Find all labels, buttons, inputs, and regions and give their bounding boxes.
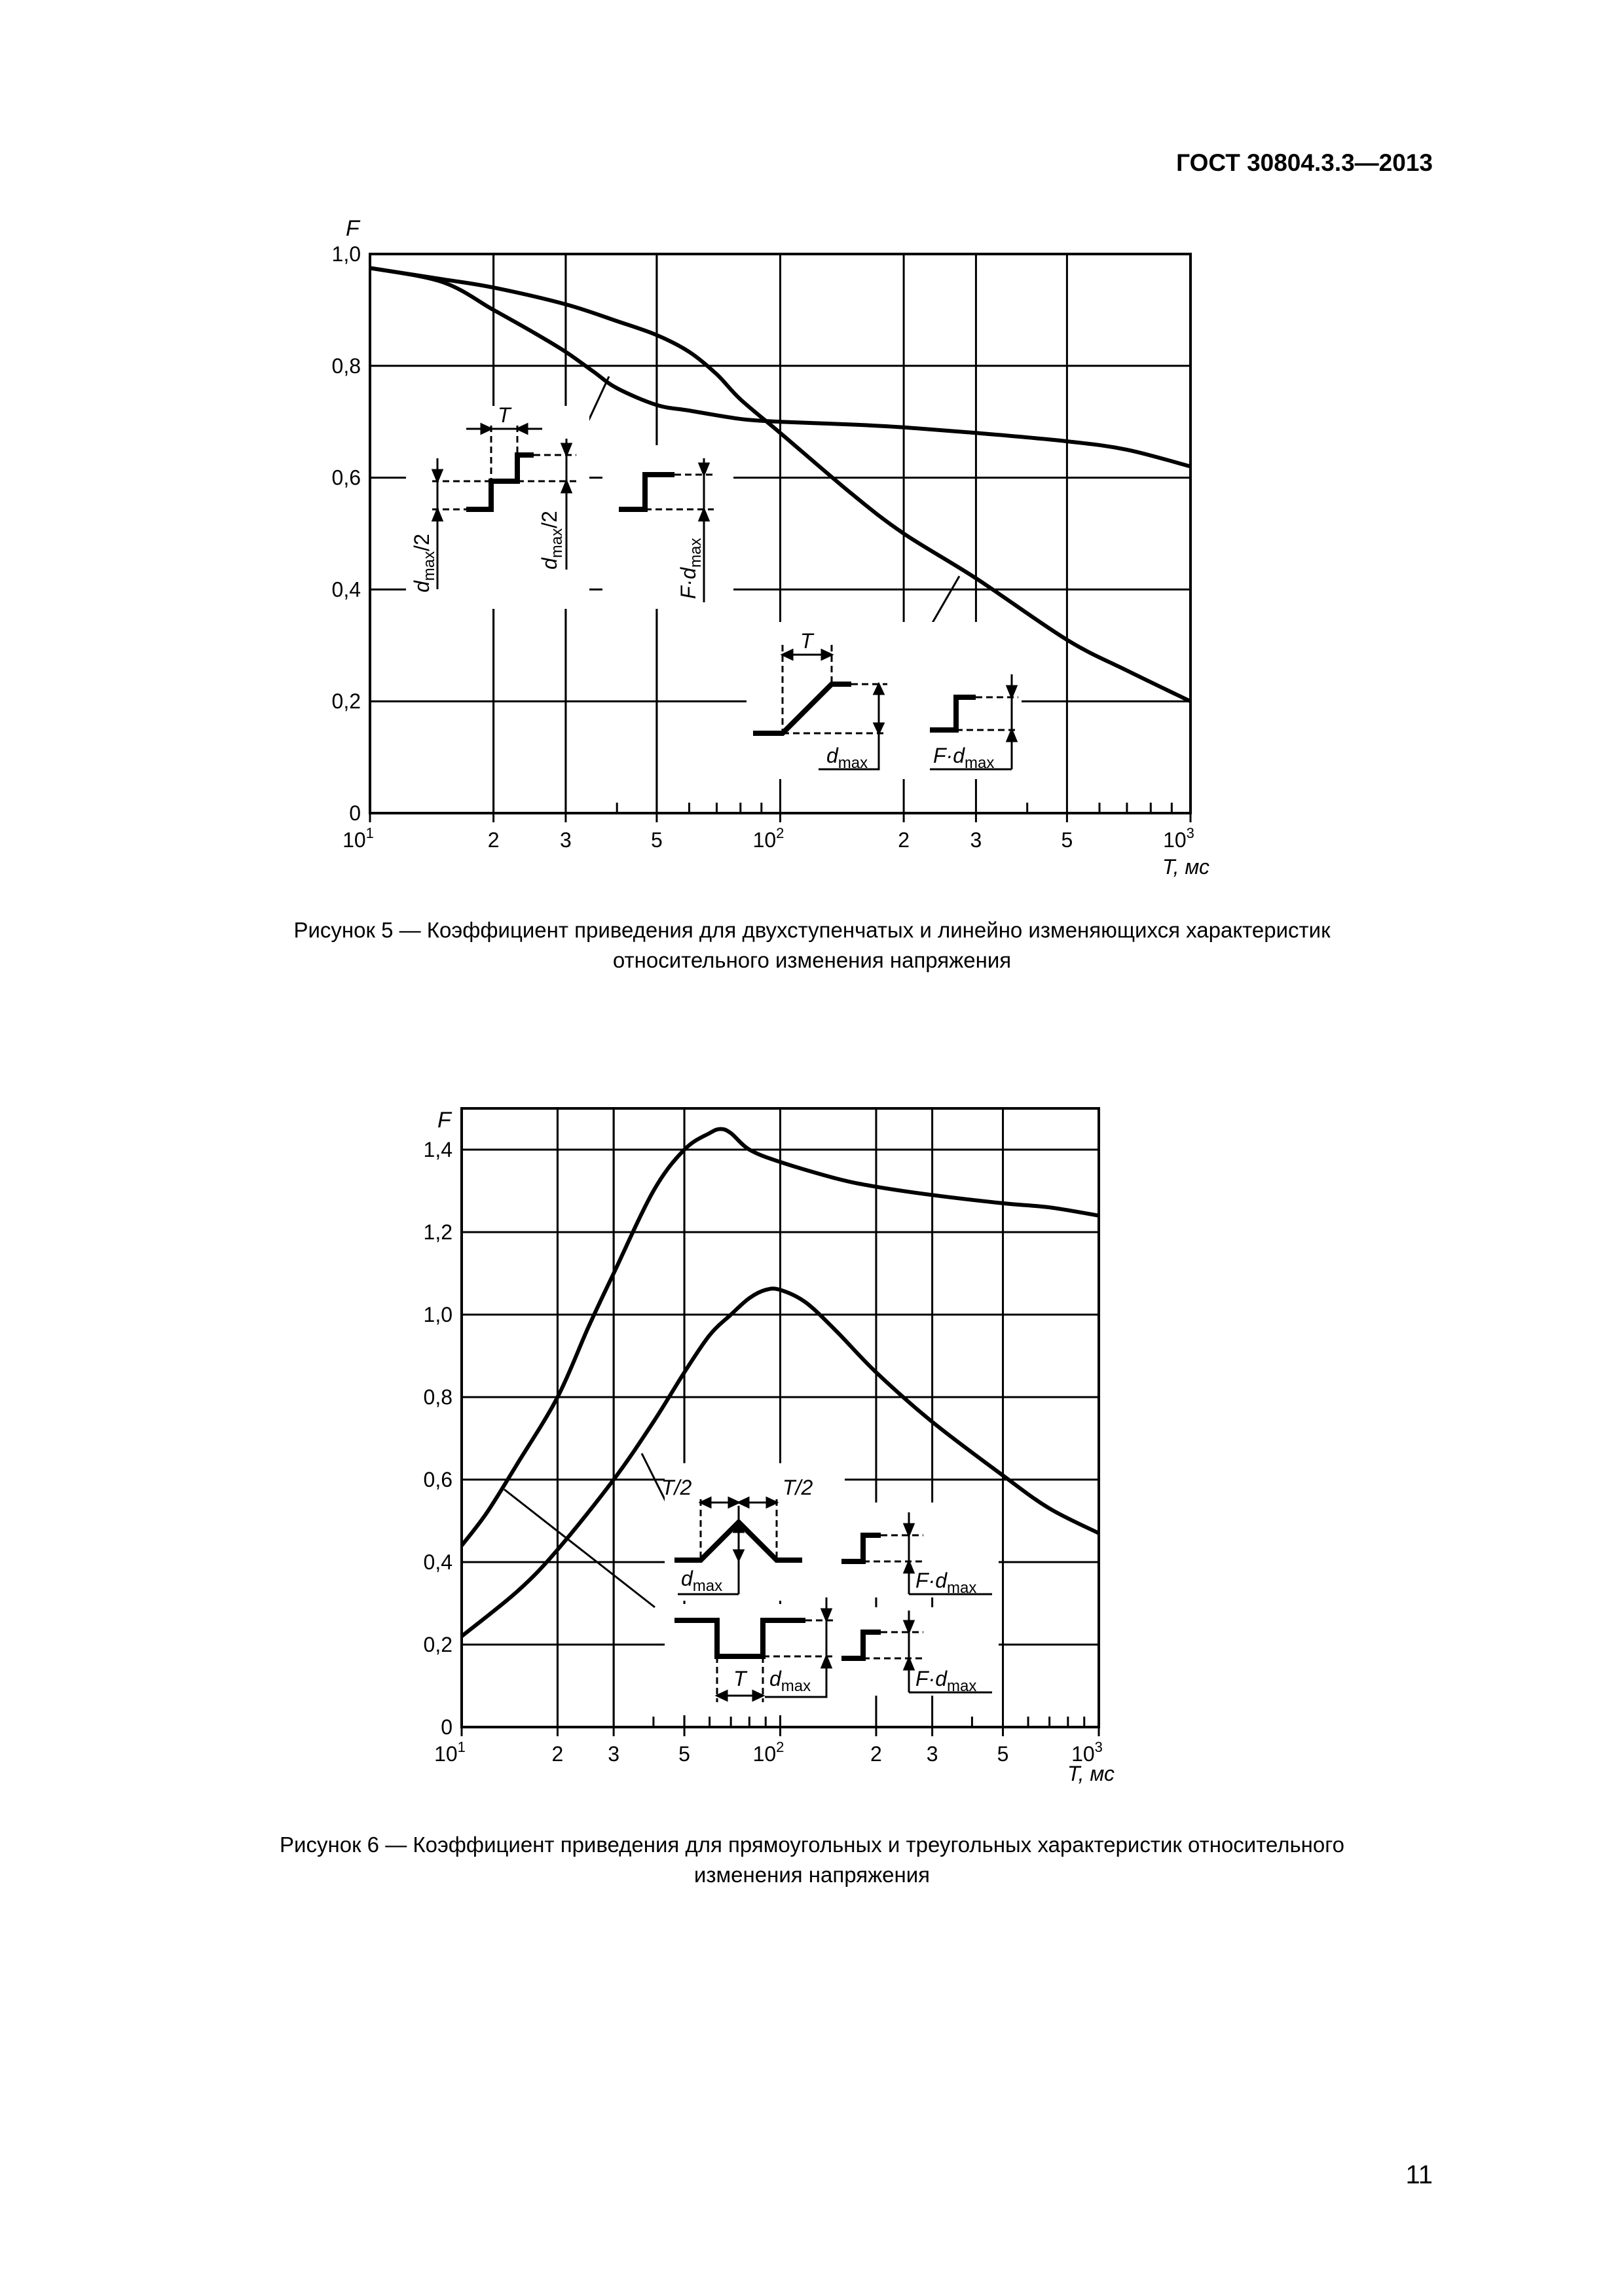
label-T: T — [800, 629, 813, 653]
figure-6-caption-line1: Рисунок 6 — Коэффициент приведения для прямоугольных и треугольных характеристик относительного — [280, 1832, 1344, 1857]
y-tick-label: 0,2 — [331, 689, 361, 714]
x-tick-label: 3 — [926, 1742, 938, 1766]
figure-5-chart — [332, 216, 1209, 879]
label-fdmax: $F\cdot d_{max}$ — [933, 744, 995, 772]
standard-code: ГОСТ 30804.3.3—2013 — [1176, 149, 1433, 176]
x-tick-label: 2 — [870, 1742, 882, 1766]
y-tick-label: 0,4 — [331, 577, 361, 602]
y-axis-label: F — [437, 1108, 451, 1133]
label-fdmax-left: $F\cdot d_{max}$ — [676, 538, 705, 599]
leader-line — [504, 1489, 655, 1607]
x-tick-label: 3 — [608, 1742, 620, 1766]
ramp-inset — [747, 622, 1022, 779]
label-fdmax: $F\cdot d_{max}$ — [915, 1569, 977, 1597]
x-tick-label: 2 — [487, 828, 500, 852]
x-decade-label: $10^2$ — [752, 1739, 784, 1766]
triangle-inset — [661, 1463, 999, 1601]
y-tick-label: 0,8 — [423, 1385, 452, 1409]
y-tick-label: 0,2 — [423, 1633, 452, 1656]
label-dmax: $d_{max}$ — [769, 1667, 811, 1695]
label-T: T — [498, 403, 511, 427]
label-dmax: $d_{max}$ — [826, 744, 868, 772]
x-axis-label: T, мс — [1162, 855, 1209, 879]
x-decade-label: $10^1$ — [342, 825, 374, 852]
x-tick-label: 5 — [651, 828, 663, 852]
figure-6-caption — [0, 1830, 1624, 1890]
two-step-inset — [406, 403, 733, 609]
x-tick-label: 2 — [898, 828, 910, 852]
rectangle-inset — [665, 1597, 999, 1715]
y-tick-label: 0,8 — [331, 354, 361, 378]
y-tick-label: 1,0 — [423, 1303, 452, 1326]
y-tick-label: 0 — [441, 1715, 452, 1739]
x-decade-label: $10^2$ — [752, 825, 784, 852]
x-tick-label: 3 — [970, 828, 982, 852]
figure-6-caption-line2: изменения напряжения — [693, 1863, 931, 1887]
y-tick-label: 1,0 — [331, 242, 361, 266]
x-tick-label: 5 — [997, 1742, 1009, 1766]
y-tick-label: 1,4 — [423, 1138, 452, 1161]
label-T2-right: T/2 — [783, 1476, 813, 1499]
page-number: 11 — [1405, 2160, 1433, 2189]
x-decade-label: $10^3$ — [1071, 1739, 1103, 1766]
x-decade-label: $10^1$ — [434, 1739, 466, 1766]
y-tick-label: 0 — [349, 801, 361, 825]
label-dmax: $d_{max}$ — [681, 1567, 723, 1595]
figure-5-caption-line2: относительного изменения напряжения — [612, 948, 1012, 972]
x-decade-label: $10^3$ — [1163, 825, 1194, 852]
label-T2-left: T/2 — [661, 1476, 692, 1499]
y-axis-label: F — [346, 216, 360, 241]
x-tick-label: 2 — [551, 1742, 564, 1766]
x-tick-label: 5 — [1061, 828, 1073, 852]
y-tick-label: 1,2 — [423, 1220, 452, 1244]
label-fdmax: $F\cdot d_{max}$ — [915, 1667, 977, 1695]
label-dmax-half-1: $d_{max}/2$ — [410, 534, 438, 592]
figure-5-caption — [0, 915, 1624, 975]
y-tick-label: 0,4 — [423, 1550, 452, 1574]
figure-5-caption-line1: Рисунок 5 — Коэффициент приведения для двухступенчатых и линейно изменяющихся характеристик — [293, 918, 1331, 942]
x-tick-label: 3 — [560, 828, 572, 852]
x-tick-label: 5 — [678, 1742, 690, 1766]
y-tick-label: 0,6 — [423, 1468, 452, 1491]
label-dmax-half-2: $d_{max}/2$ — [538, 511, 566, 570]
x-axis-label: T, мс — [1067, 1762, 1115, 1785]
inset-mask — [602, 445, 733, 609]
label-T: T — [733, 1667, 747, 1690]
y-tick-label: 0,6 — [331, 465, 361, 490]
figure-6-chart — [424, 1108, 1115, 1785]
